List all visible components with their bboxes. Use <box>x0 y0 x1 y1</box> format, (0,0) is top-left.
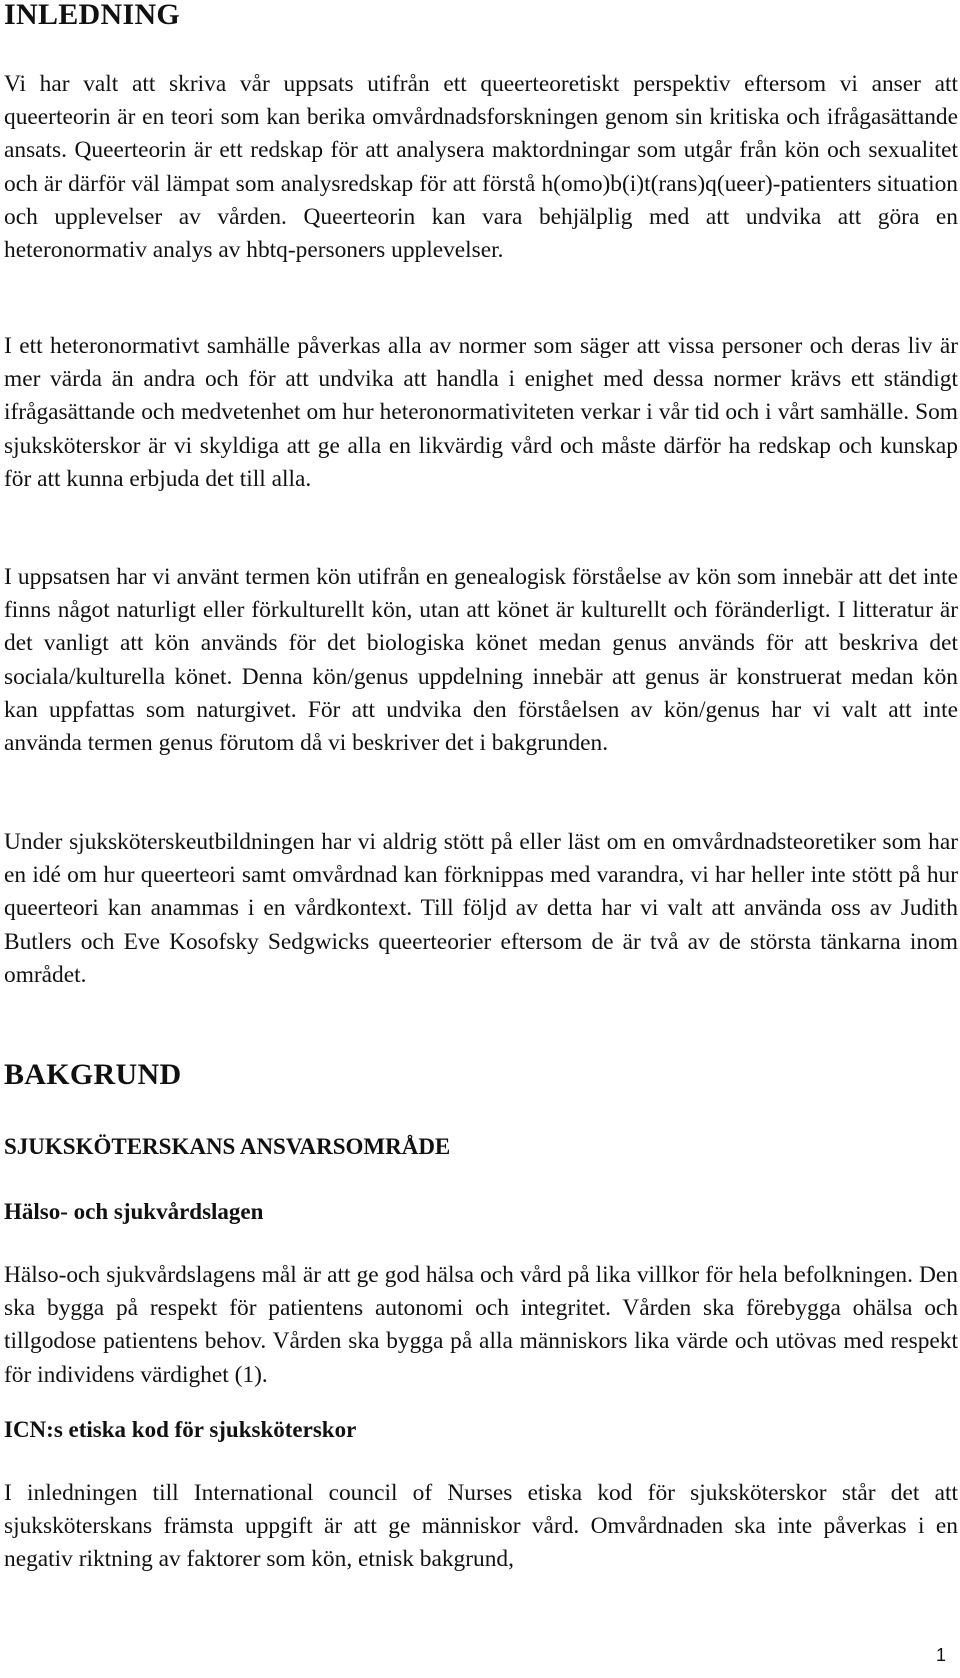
paragraph-intro-4: Under sjuksköterskeutbildningen har vi aldrig stött på eller läst om en omvårdnadsteoretiker som har en idé om hur queerteori samt omvårdnad kan förknippas med varandra, vi har heller inte stött på hur queerteori kan anammas i en vårdkontext. Till följd av detta har vi valt att använda oss av Judith Butlers och Eve Kosofsky Sedgwicks queerteorier eftersom de är två av de största tänkarna inom området. <box>4 829 958 988</box>
paragraph-health-law: Hälso-och sjukvårdslagens mål är att ge god hälsa och vård på lika villkor för hela befolkningen. Den ska bygga på respekt för patientens autonomi och integritet. Vården ska förebygga ohälsa och tillgodose patientens behov. Vården ska bygga på alla människors lika värde och utövas med respekt för individens värdighet (1). <box>4 1262 958 1388</box>
paragraph-icn-code: I inledningen till International council of Nurses etiska kod för sjuksköterskor står det att sjuksköterskans främsta uppgift är att ge människor vård. Omvårdnaden ska inte påverkas i en negativ riktning av faktorer som kön, etnisk bakgrund, <box>4 1480 958 1573</box>
heading-icn-etiska-kod: ICN:s etiska kod för sjuksköterskor <box>4 1417 357 1442</box>
paragraph-intro-2: I ett heteronormativt samhälle påverkas alla av normer som säger att vissa personer och deras liv är mer värda än andra och för att undvika att handla i enighet med dessa normer krävs ett ständigt ifrågasättande och medvetenhet om hur heteronormativiteten verkar i vår tid och i vårt samhälle. Som sjuksköterskor är vi skyldiga att ge alla en likvärdig vård och måste därför ha redskap och kunskap för att kunna erbjuda det till alla. <box>4 333 958 492</box>
page-number: 1 <box>935 1645 946 1665</box>
paragraph-intro-3: I uppsatsen har vi använt termen kön utifrån en genealogisk förståelse av kön som innebär att det inte finns något naturligt eller förkulturellt kön, utan att könet är kulturellt och föränderligt. I litteratur är det vanligt att kön används för det biologiska könet medan genus används för att beskriva det sociala/kulturella könet. Denna kön/genus uppdelning innebär att genus är konstruerat medan kön kan uppfattas som naturgivet. För att undvika den förståelsen av kön/genus har vi valt att inte använda termen genus förutom då vi beskriver det i bakgrunden. <box>4 564 958 757</box>
paragraph-intro-1: Vi har valt att skriva vår uppsats utifrån ett queerteoretiskt perspektiv eftersom vi anser att queerteorin är en teori som kan berika omvårdnadsforskningen genom sin kritiska och ifrågasättande ansats. Queerteorin är ett redskap för att analysera maktordningar som utgår från kön och sexualitet och är därför väl lämpat som analysredskap för att förstå h(omo)b(i)t(rans)q(ueer)-patienters situation och upplevelser av vården. Queerteorin kan vara behjälplig med att undvika att göra en heteronormativ analys av hbtq-personers upplevelser. <box>4 71 958 264</box>
heading-sjukskoterskans-ansvarsomrade: SJUKSKÖTERSKANS ANSVARSOMRÅDE <box>4 1134 451 1159</box>
heading-halso-och-sjukvardslagen: Hälso- och sjukvårdslagen <box>4 1199 264 1224</box>
heading-inledning: INLEDNING <box>4 0 181 31</box>
heading-bakgrund: BAKGRUND <box>4 1058 182 1091</box>
